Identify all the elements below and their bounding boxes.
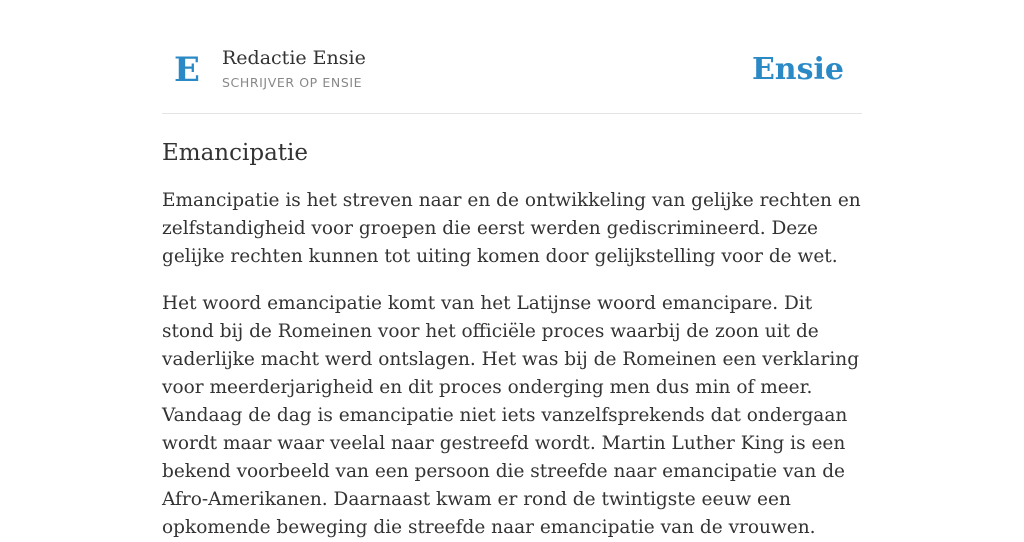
brand-logo[interactable]: Ensie [751,52,844,87]
article-title: Emancipatie [162,140,309,166]
author-name[interactable]: Redactie Ensie [222,47,366,69]
article-paragraph: Het woord emancipatie komt van het Latijnse woord emancipare. Dit stond bij de Romeinen voor het officiële proces waarbij de zoon uit de vaderlijke macht werd ontslagen. Het was bij de Romeinen een verklaring voor meerderjarigheid en dit proces onderging men dus min of meer. Vandaag de dag is emancipatie niet iets vanzelfsprekends dat ondergaan wordt maar waar veelal naar gestreefd wordt. Martin Luther King is een bekend voorbeeld van een persoon die streefde naar emancipatie van de Afro-Amerikanen. Daarnaast kwam er rond de twintigste eeuw een opkomende beweging die streefde naar emancipatie van de vrouwen. [162,293,860,538]
author-role: SCHRIJVER OP ENSIE [222,75,363,90]
author-avatar[interactable]: E [174,50,200,90]
article [162,136,862,542]
article-paragraph: Emancipatie is het streven naar en de ontwikkeling van gelijke rechten en zelfstandigheid voor groepen die eerst werden gediscrimineerd. Deze gelijke rechten kunnen tot uiting komen door gelijkstelling voor de wet. [162,190,861,267]
author-header [162,0,862,114]
